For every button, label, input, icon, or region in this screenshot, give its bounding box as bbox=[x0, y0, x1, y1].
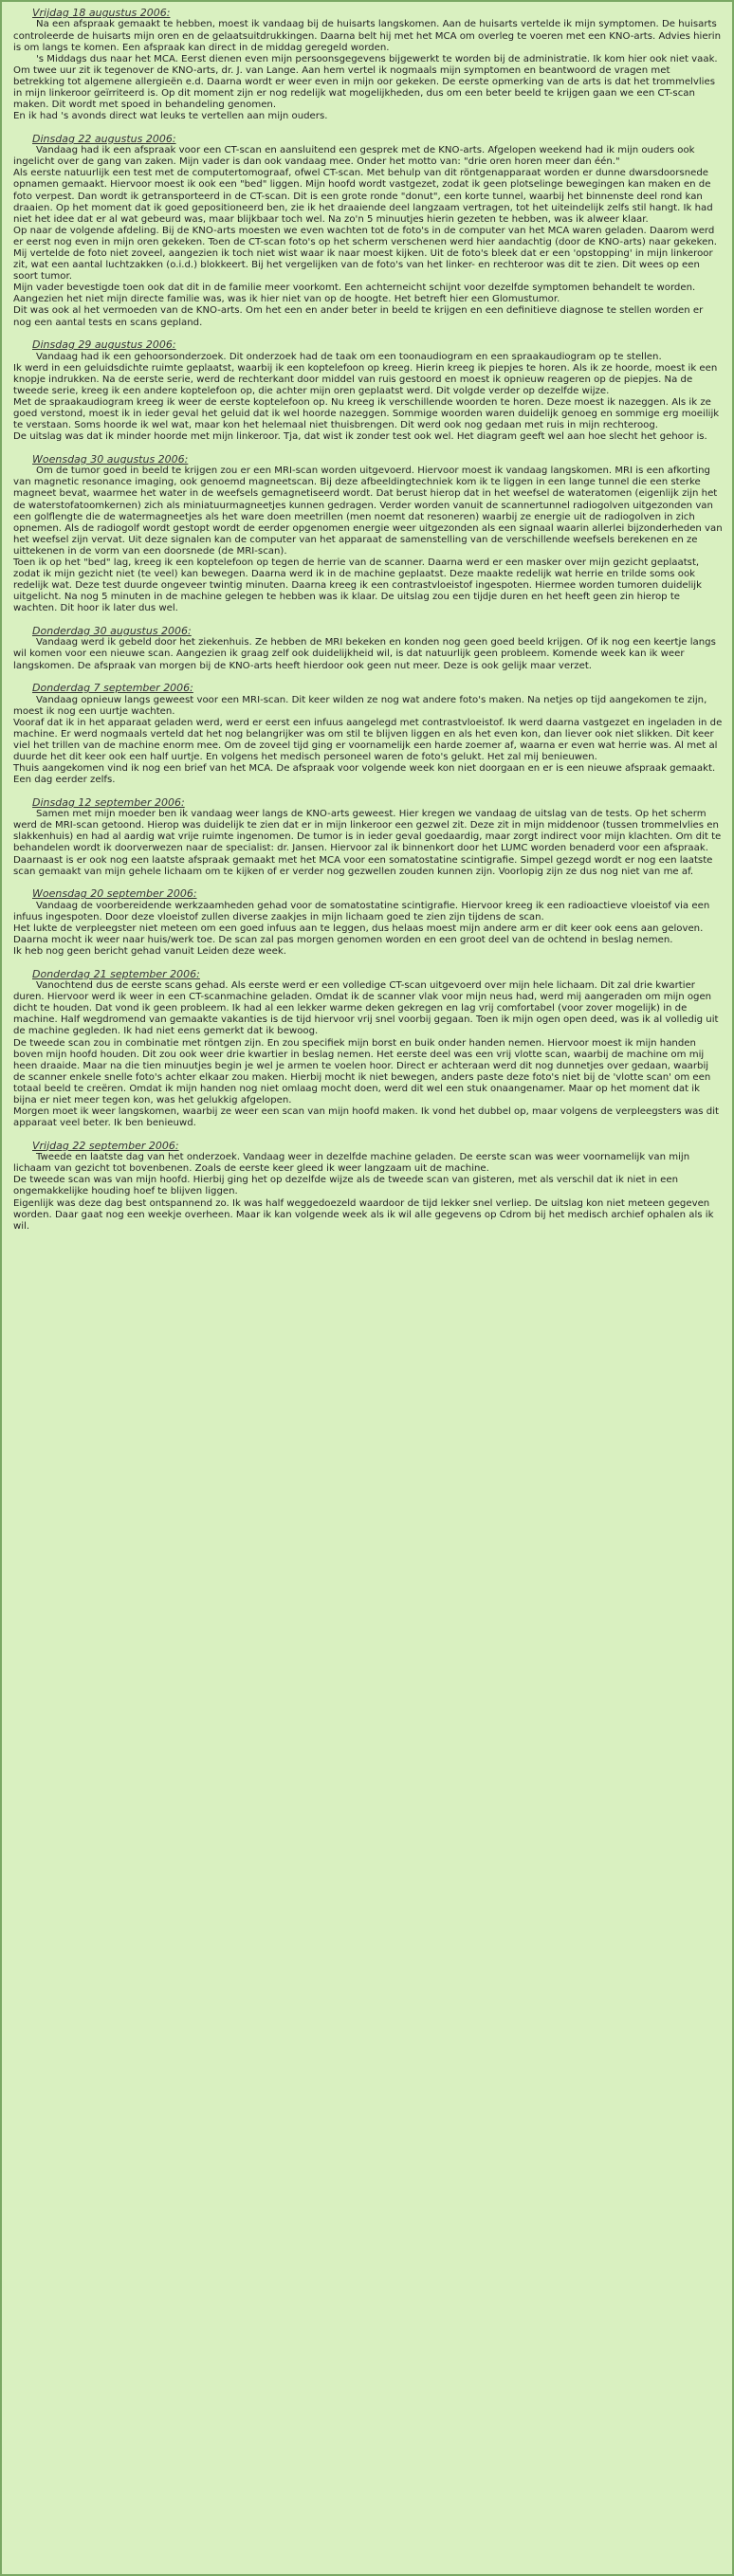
diary-entry bbox=[13, 134, 723, 329]
entry-paragraph: Thuis aangekomen vind ik nog een brief van het MCA. De afspraak voor volgende week kon niet doorgaan en er is een nieuwe afspraak gemaakt. Een dag eerder zelfs. bbox=[13, 763, 716, 786]
entry-paragraph: Vandaag werd ik gebeld door het ziekenhuis. Ze hebben de MRI bekeken en konden nog geen goed beeld krijgen. Of ik nog een keertje langs wil komen voor een nieuwe scan. Aangezien ik graag zelf ook duidelijkheid wil, is dat natuurlijk geen probleem. Komende week kan ik weer langskomen. De afspraak van morgen bij de KNO-arts heeft hierdoor ook geen nut meer. Deze is ook gelijk maar verzet. bbox=[13, 637, 716, 671]
diary-entry bbox=[13, 683, 723, 786]
entry-paragraph: Morgen moet ik weer langskomen, waarbij ze weer een scan van mijn hoofd maken. Ik vond het dubbel op, maar volgens de verpleegsters was dit apparaat veel beter. Ik ben benieuwd. bbox=[13, 1106, 719, 1129]
entry-paragraph: Dit was ook al het vermoeden van de KNO-arts. Om het een en ander beter in beeld te krijgen en een definitieve diagnose te stellen worden er nog een aantal tests en scans gepland. bbox=[13, 305, 704, 328]
entry-date: Woensdag 20 september 2006: bbox=[32, 887, 197, 901]
entry-date: Vrijdag 22 september 2006: bbox=[32, 1139, 179, 1152]
entry-paragraph: Om twee uur zit ik tegenover de KNO-arts, dr. J. van Lange. Aan hem vertel ik nogmaals mijn symptomen en beantwoord de vragen met betrekking tot algemene allergieën e.d. Daarna wordt er weer even in mijn oor gekeken. De eerste opmerking van de arts is dat het trommelvlies in mijn linkeroor geïrriteerd is. Op dit moment zijn er nog redelijk wat mogelijkheden, dus om een beter beeld te krijgen gaan we een CT-scan maken. Dit wordt met spoed in behandeling genomen. bbox=[13, 64, 715, 111]
diary-entry bbox=[13, 8, 723, 122]
entry-date: Donderdag 30 augustus 2006: bbox=[32, 624, 192, 637]
entry-paragraph: Het lukte de verpleegster niet meteen om een goed infuus aan te leggen, dus helaas moest mijn andere arm er dit keer ook eens aan geloven. Daarna mocht ik weer naar huis/werk toe. De scan zal pas morgen genomen worden en een groot deel van de ochtend in beslag nemen. bbox=[13, 923, 704, 945]
entry-paragraph: Als eerste natuurlijk een test met de computertomograaf, ofwel CT-scan. Met behulp van dit röntgenapparaat worden er dunne dwarsdoorsnede opnamen gemaakt. Hiervoor moest ik ook een "bed" liggen. Mijn hoofd wordt vastgezet, zodat ik geen plotselinge bewegingen kan maken en de foto verpest. Dan wordt ik getransporteerd in de CT-scan. Dit is een grote ronde "donut", een korte tunnel, waarbij het binnenste deel rond kan draaien. Op het moment dat ik goed gepositioneerd ben, zie ik het draaiende deel langzaam vertragen, tot het uiteindelijk zelfs stil hangt. Ik had niet het idee dat er al wat gebeurd was, maar blijkbaar toch wel. Na zo'n 5 minuutjes hierin gezeten te hebben, was ik alweer klaar. bbox=[13, 168, 713, 225]
diary-entry bbox=[13, 454, 723, 615]
entry-paragraph: Vandaag had ik een afspraak voor een CT-scan en aansluitend een gesprek met de KNO-arts. Afgelopen weekend had ik mijn ouders ook ingelicht over de gang van zaken. Mijn vader is dan ook vandaag mee. Onder het motto van: "drie oren horen meer dan één." bbox=[13, 145, 695, 168]
entry-date: Dinsdag 22 augustus 2006: bbox=[32, 132, 176, 145]
entry-paragraph: Tweede en laatste dag van het onderzoek. Vandaag weer in dezelfde machine geladen. De eerste scan was weer voornamelijk van mijn lichaam van gezicht tot bovenbenen. Zoals de eerste keer gleed ik weer langzaam uit de machine. bbox=[13, 1152, 690, 1175]
entry-paragraph: Toen ik op het "bed" lag, kreeg ik een koptelefoon op tegen de herrie van de scanner. Daarna werd er een masker over mijn gezicht geplaatst, zodat ik mijn gezicht niet (te veel) kan bewegen. Daarna werd ik in de machine geplaatst. Deze maakte redelijk wat herrie en trilde soms ook redelijk wat. Deze test duurde ongeveer twintig minuten. Daarna kreeg ik een contrastvloeistof ingespoten. Hiermee worden tumoren duidelijk uitgelicht. Na nog 5 minuten in de machine gelegen te hebben was ik klaar. De uitslag zou een tijdje duren en het heeft geen zin hierop te wachten. Dit hoor ik later dus wel. bbox=[13, 557, 702, 614]
diary-entry bbox=[13, 626, 723, 672]
diary-entry bbox=[13, 888, 723, 958]
diary-entry bbox=[13, 797, 723, 878]
entry-paragraph: Met de spraakaudiogram kreeg ik weer de eerste koptelefoon op. Nu kreeg ik verschillende woorden te horen. Deze moest ik nazeggen. Als ik ze goed verstond, moest ik in ieder geval het geluid dat ik wel hoorde nazeggen. Sommige woorden waren duidelijk genoeg en sommige erg moeilijk te verstaan. Soms hoorde ik wel wat, maar kon het helemaal niet thuisbrengen. Dit werd ook nog gedaan met ruis in mijn rechteroog. bbox=[13, 396, 720, 431]
entry-paragraph: De tweede scan zou in combinatie met röntgen zijn. En zou specifiek mijn borst en buik onder handen nemen. Hiervoor moest ik mijn handen boven mijn hoofd houden. Dit zou ook weer drie kwartier in beslag nemen. Het eerste deel was een vrij vlotte scan, waarbij de machine om mij heen draaide. Maar na die tien minuutjes begin je wel je armen te voelen hoor. Direct er achteraan werd dit nog dunnetjes over gedaan, waarbij de scanner enkele snelle foto's achter elkaar zou maken. Hierbij mocht ik niet bewegen, anders paste deze foto's niet bij de 'vlotte scan' om een totaal beeld te creëren. Omdat ik mijn handen nog niet omlaag mocht doen, werd dit wel een stuk onaangenamer. Maar op het moment dat ik bijna er niet meer tegen kon, was het gelukkig afgelopen. bbox=[13, 1037, 711, 1105]
entry-paragraph: Vanochtend dus de eerste scans gehad. Als eerste werd er een volledige CT-scan uitgevoerd over mijn hele lichaam. Dit zal drie kwartier duren. Hiervoor werd ik weer in een CT-scanmachine geladen. Omdat ik de scanner vlak voor mijn neus had, werd mij aangeraden om mijn ogen dicht te houden. Dat vond ik geen probleem. Ik had al een lekker warme deken gekregen en lag vrij comfortabel (voor zover mogelijk) in de machine. Half wegdromend van gemaakte vakanties is de tijd hiervoor vrij snel voorbij gegaan. Toen ik mijn ogen open deed, was ik al volledig uit de machine gegleden. Ik had niet eens gemerkt dat ik bewoog. bbox=[13, 980, 719, 1037]
entry-paragraph: Vooraf dat ik in het apparaat geladen werd, werd er eerst een infuus aangelegd met contrastvloeistof. Ik werd daarna vastgezet en ingeladen in de machine. Er werd nogmaals verteld dat het nog belangrijker was om stil te blijven liggen en als het even kon, dan liever ook niet slikken. Dit keer viel het trillen van de machine enorm mee. Om de zoveel tijd ging er voornamelijk een harde zoemer af, waarna er even wat herrie was. Al met al duurde het dit keer ook een half uurtje. En volgens het medisch personeel waren de foto's gelukt. Het zal mij benieuwen. bbox=[13, 717, 723, 762]
entry-paragraph: En ik had 's avonds direct wat leuks te vertellen aan mijn ouders. bbox=[13, 111, 328, 122]
entry-paragraph: Vandaag de voorbereidende werkzaamheden gehad voor de somatostatine scintigrafie. Hiervoor kreeg ik een radioactieve vloeistof via een infuus ingespoten. Door deze vloeistof zullen diverse zaakjes in mijn lichaam goed te zien zijn tijdens de scan. bbox=[13, 900, 710, 923]
entry-paragraph: Mijn vader bevestigde toen ook dat dit in de familie meer voorkomt. Een achterneicht schijnt voor dezelfde symptomen behandelt te worden. Aangezien het niet mijn directe familie was, was ik hier niet van op de hoogte. Het betreft hier een Glomustumor. bbox=[13, 283, 696, 305]
entry-paragraph: De uitslag was dat ik minder hoorde met mijn linkeroor. Tja, dat wist ik zonder test ook wel. Het diagram geeft wel aan hoe slecht het gehoor is. bbox=[13, 431, 707, 443]
entry-date: Woensdag 30 augustus 2006: bbox=[32, 452, 189, 466]
entry-paragraph: Om de tumor goed in beeld te krijgen zou er een MRI-scan worden uitgevoerd. Hiervoor moest ik vandaag langskomen. MRI is een afkorting van magnetic resonance imaging, ook genoemd magneetscan. Bij deze afbeeldingtechniek kom ik te liggen in een lange tunnel die een sterke magneet bevat, waarmee het water in de weefsels gemagnetiseerd wordt. Dat berust hierop dat in het weefsel de wateratomen (eigenlijk zijn het de waterstofatoomkernen) zich als miniatuurmagneetjes kunnen gedragen. Verder worden vanuit de scannertunnel radiogolven uitgezonden van een golflengte die de watermagneetjes als het ware doen meetrillen (men noemt dat resoneren) waarbij ze energie uit de radiogolven in zich opnemen. Als de radiogolf wordt gestopt wordt de eerder opgenomen energie weer uitgezonden als een signaal waarin allerlei bijzonderheden van het weefsel zijn vervat. Uit deze signalen kan de computer van het apparaat de samenstelling van de verschillende weefsels berekenen en ze uittekenen in de vorm van een doorsnede (de MRI-scan). bbox=[13, 466, 723, 557]
entry-paragraph: Eigenlijk was deze dag best ontspannend zo. Ik was half weggedoezeld waardoor de tijd lekker snel verliep. De uitslag kon niet meteen gegeven worden. Daar gaat nog een weekje overheen. Maar ik kan volgende week als ik wil alle gegevens op Cdrom bij het medisch archief ophalen als ik wil. bbox=[13, 1197, 714, 1232]
entry-paragraph: Na een afspraak gemaakt te hebben, moest ik vandaag bij de huisarts langskomen. Aan de huisarts vertelde ik mijn symptomen. De huisarts controleerde de huisarts mijn oren en de gelaatsuitdrukkingen. Daarna belt hij met het MCA om overleg te voeren met een KNO-arts. Advies hierin is om langs te komen. Een afspraak kan direct in de middag geregeld worden. bbox=[13, 19, 721, 53]
entry-paragraph: Samen met mijn moeder ben ik vandaag weer langs de KNO-arts geweest. Hier kregen we vandaag de uitslag van de tests. Op het scherm werd de MRI-scan getoond. Hierop was duidelijk te zien dat er in mijn linkeroor een gezwel zit. Deze zit in mijn middenoor (tussen trommelvlies en slakkenhuis) en had al aardig wat vrije ruimte ingenomen. De tumor is in ieder geval goedaardig, maar zorgt indirect voor mijn klachten. Om dit te behandelen wordt ik doorverwezen naar de specialist: dr. Jansen. Hiervoor zal ik binnenkort door het LUMC worden benaderd voor een afspraak. bbox=[13, 809, 722, 854]
entry-date: Dinsdag 29 augustus 2006: bbox=[32, 338, 176, 352]
entry-paragraph: Daarnaast is er ook nog een laatste afspraak gemaakt met het MCA voor een somatostatine scintigrafie. Simpel gezegd wordt er nog een laatste scan gemaakt van mijn gehele lichaam om te kijken of er verder nog gezwellen zouden kunnen zijn. Voorlopig zijn ze dus nog niet van me af. bbox=[13, 854, 713, 877]
diary-entry bbox=[13, 339, 723, 443]
entry-paragraph: Ik heb nog geen bericht gehad vanuit Leiden deze week. bbox=[13, 946, 286, 958]
entry-date: Dinsdag 12 september 2006: bbox=[32, 795, 185, 809]
entry-paragraph: Vandaag had ik een gehoorsonderzoek. Dit onderzoek had de taak om een toonaudiogram en een spraakaudiogram op te stellen. bbox=[36, 351, 662, 362]
entry-paragraph: Vandaag opnieuw langs geweest voor een MRI-scan. Dit keer wilden ze nog wat andere foto's maken. Na netjes op tijd aangekomen te zijn, moest ik nog een uurtje wachten. bbox=[13, 694, 707, 717]
entry-date: Donderdag 21 september 2006: bbox=[32, 967, 200, 980]
diary-entries bbox=[13, 8, 723, 1233]
diary-entry bbox=[13, 1141, 723, 1233]
entry-paragraph: Ik werd in een geluidsdichte ruimte geplaatst, waarbij ik een koptelefoon op kreeg. Hierin kreeg ik piepjes te horen. Als ik ze hoorde, moest ik een knopje indrukken. Na de eerste serie, werd de rechterkant door middel van ruis gestoord en moest ik opnieuw reageren op de piepjes. Na de tweede serie, kreeg ik een andere koptelefoon op, die achter mijn oren geplaatst werd. Dit volgde verder op dezelfde wijze. bbox=[13, 362, 718, 396]
entry-paragraph: De tweede scan was van mijn hoofd. Hierbij ging het op dezelfde wijze als de tweede scan van gisteren, met als verschil dat ik niet in een ongemakkelijke houding hoef te blijven liggen. bbox=[13, 1175, 679, 1197]
entry-date: Vrijdag 18 augustus 2006: bbox=[32, 7, 171, 19]
entry-date: Donderdag 7 september 2006: bbox=[32, 682, 193, 695]
diary-entry bbox=[13, 969, 723, 1130]
entry-paragraph: 's Middags dus naar het MCA. Eerst dienen even mijn persoonsgegevens bijgewerkt te worden bij de administratie. Ik kom hier ook niet vaak. bbox=[36, 53, 718, 64]
entry-paragraph: Op naar de volgende afdeling. Bij de KNO-arts moesten we even wachten tot de foto's in de computer van het MCA waren geladen. Daarom werd er eerst nog even in mijn oren gekeken. Toen de CT-scan foto's op het scherm verschenen werd hier aandachtig (door de KNO-arts) naar gekeken. Mij vertelde de foto niet zoveel, aangezien ik toch niet wist waar ik naar moest kijken. Uit de foto's bleek dat er een 'opstopping' in mijn linkeroor zit, wat een aantal luchtzakken (o.i.d.) blokkeert. Bij het vergelijken van de foto's van het linker- en rechteroor was dit te zien. Dit wees op een soort tumor. bbox=[13, 225, 717, 283]
